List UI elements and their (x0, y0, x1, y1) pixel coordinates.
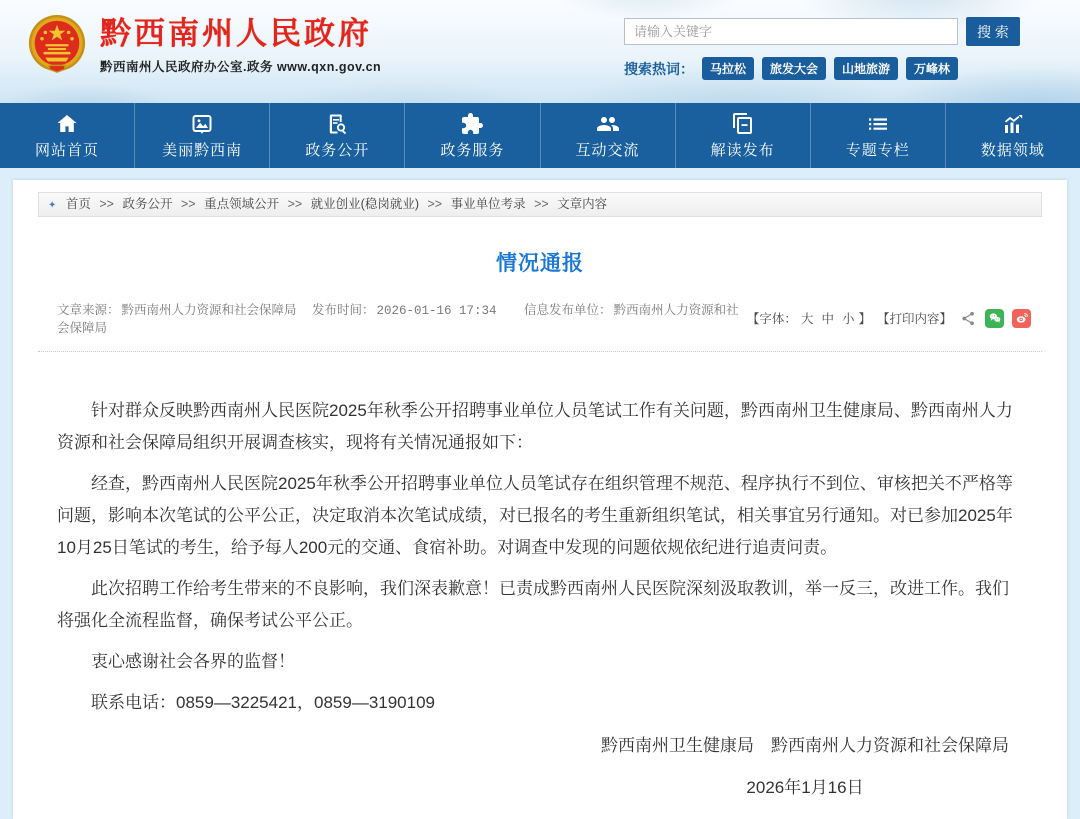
breadcrumb-item-current: 文章内容 (557, 197, 608, 211)
hot-word-tag[interactable]: 万峰林 (906, 57, 958, 80)
article-tools (747, 309, 1031, 328)
site-logo[interactable] (26, 13, 381, 79)
font-size-medium[interactable]: 中 (821, 312, 834, 326)
breadcrumb-bullet-icon: ✦ (48, 200, 57, 211)
main-nav (0, 103, 1080, 168)
meta-source-label: 文章来源： (57, 303, 120, 317)
documents-icon (731, 112, 755, 136)
breadcrumb-item[interactable]: 政务公开 (122, 197, 173, 211)
article-paragraph: 经查，黔西南州人民医院2025年秋季公开招聘事业单位人员笔试存在组织管理不规范、程序执行不到位、审核把关不严格等问题，影响本次笔试的公平公正，决定取消本次笔试成绩，对已报名的考生重新组织笔试，相关事宜另行通知。对已参加2025年10月25日笔试的考生，给予每人200元的交通、食宿补助。对调查中发现的问题依规依纪进行追责问责。 (57, 474, 1013, 557)
signature-block (13, 733, 1009, 801)
article-paragraph: 此次招聘工作给考生带来的不良影响，我们深表歉意！已责成黔西南州人民医院深刻汲取教训，举一反三，改进工作。我们将强化全流程监督，确保考试公平公正。 (57, 579, 1009, 630)
font-size-large[interactable]: 大 (800, 312, 814, 326)
chart-icon (1001, 112, 1025, 136)
article-paragraph: 联系电话：0859—3225421，0859—3190109 (91, 693, 436, 712)
breadcrumb-item[interactable]: 就业创业(稳岗就业) (310, 197, 419, 211)
article-body (57, 395, 1015, 719)
article-paragraph: 衷心感谢社会各界的监督！ (91, 652, 295, 671)
people-icon (596, 112, 620, 136)
meta-publisher-label: 信息发布单位： (524, 303, 612, 317)
nav-item-label: 数据领域 (980, 141, 1045, 159)
meta-source-value: 黔西南州人力资源和社会保障局 (121, 303, 297, 317)
hot-word-tag[interactable]: 山地旅游 (834, 57, 898, 80)
article-paragraph: 针对群众反映黔西南州人民医院2025年秋季公开招聘事业单位人员笔试工作有关问题，黔西南州卫生健康局、黔西南州人力资源和社会保障局组织开展调查核实，现将有关情况通报如下： (57, 401, 1013, 452)
nav-item-label: 美丽黔西南 (162, 141, 243, 159)
meta-time-value: 2026-01-16 17:34 (376, 304, 497, 318)
scenic-badge-icon (190, 112, 214, 136)
puzzle-icon (460, 112, 484, 136)
nav-item-gov-services[interactable] (405, 103, 540, 168)
nav-item-label: 政务公开 (305, 141, 370, 159)
breadcrumb-separator: >> (427, 197, 443, 211)
search-input[interactable] (624, 18, 958, 45)
main-content (0, 168, 1080, 819)
search-area (624, 17, 1022, 80)
breadcrumb-item[interactable]: 事业单位考录 (450, 197, 526, 211)
search-button[interactable]: 搜 索 (966, 17, 1020, 46)
nav-item-home[interactable] (0, 103, 135, 168)
article-meta-row (57, 300, 1031, 336)
nav-item-interaction[interactable] (541, 103, 676, 168)
weibo-icon[interactable] (1012, 309, 1031, 328)
font-size-prefix: 【字体： (746, 312, 797, 326)
breadcrumb-separator: >> (287, 197, 303, 211)
breadcrumb-item[interactable]: 重点领域公开 (204, 197, 280, 211)
signature-agencies: 黔西南州卫生健康局 黔西南州人力资源和社会保障局 (601, 736, 1009, 755)
nav-item-label: 解读发布 (710, 141, 775, 159)
share-icon[interactable] (960, 310, 977, 327)
site-text (100, 17, 381, 74)
site-title: 黔西南州人民政府 (100, 16, 372, 52)
print-button[interactable]: 【打印内容】 (876, 312, 952, 326)
signature-date: 2026年1月16日 (746, 778, 864, 797)
meta-divider (38, 351, 1042, 352)
breadcrumb-separator: >> (180, 197, 196, 211)
nav-item-data[interactable] (946, 103, 1080, 168)
article-meta (57, 300, 747, 336)
wechat-icon[interactable] (985, 309, 1004, 328)
nav-item-interpretation[interactable] (676, 103, 811, 168)
breadcrumb-separator: >> (534, 197, 549, 211)
nav-item-gov-disclosure[interactable] (270, 103, 405, 168)
meta-time-label: 发布时间： (312, 303, 375, 317)
nav-item-label: 专题专栏 (845, 141, 910, 159)
nav-item-label: 互动交流 (575, 141, 640, 159)
breadcrumb-separator: >> (99, 197, 114, 211)
nav-item-label: 政务服务 (440, 141, 505, 159)
hot-word-tag[interactable]: 马拉松 (702, 57, 754, 80)
site-header (0, 0, 1080, 103)
site-subtitle: 黔西南州人民政府办公室.政务 www.qxn.gov.cn (100, 59, 382, 74)
list-icon (866, 112, 890, 136)
home-icon (55, 112, 79, 136)
document-search-icon (325, 112, 349, 136)
hot-word-tag[interactable]: 旅发大会 (762, 57, 826, 80)
nav-item-label: 网站首页 (35, 141, 100, 159)
hot-words-label: 搜索热词： (624, 60, 694, 77)
font-size-suffix: 】 (858, 312, 871, 326)
breadcrumb (38, 192, 1042, 217)
breadcrumb-item-home[interactable]: 首页 (65, 197, 91, 211)
article-title: 情况通报 (496, 252, 584, 275)
nav-item-beautiful-qxn[interactable] (135, 103, 270, 168)
national-emblem-icon (26, 13, 88, 79)
nav-item-topics[interactable] (811, 103, 946, 168)
content-card (13, 180, 1067, 819)
font-size-small[interactable]: 小 (841, 312, 855, 326)
meta-publisher-value: 黔西南州人力资源和社会保障局 (57, 303, 739, 335)
